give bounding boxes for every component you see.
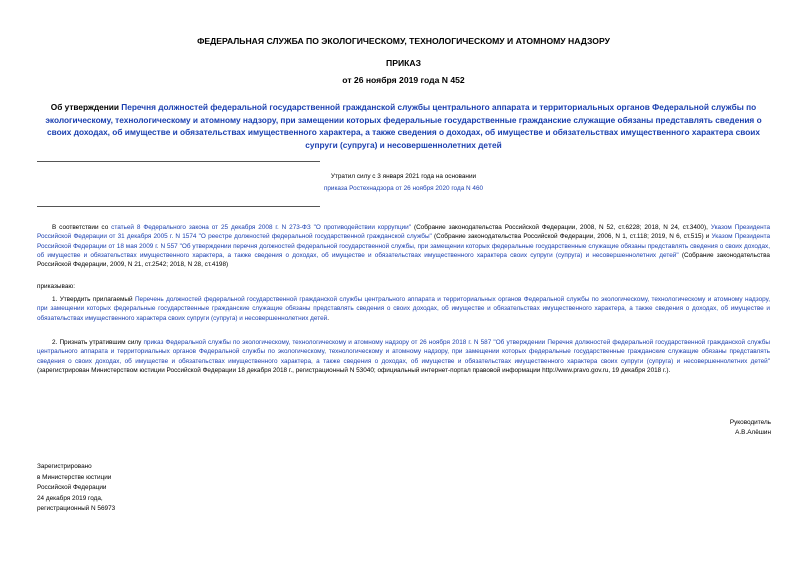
divider-top: [37, 161, 320, 162]
title-link[interactable]: Перечня должностей федеральной государственной гражданской службы центрального аппарата и территориальных органов Федеральной службы по экологическому, технологическому и атомному надзору, при замещении которых федеральные государственные гражданские служащие обязаны представлять сведения о своих доходах, об имуществе и обязательствах имущественного характера, а также сведения о доходах, об имуществе и обязательствах имущественного характера своих супруги (супруга) и несовершеннолетних детей: [45, 102, 762, 150]
registration-line-1: Зарегистрировано: [37, 463, 92, 470]
registration-line-5: регистрационный N 56973: [37, 505, 116, 512]
item-1-end: .: [327, 314, 330, 322]
date-number-heading: от 26 ноября 2019 года N 452: [342, 75, 465, 85]
decree-1574-link[interactable]: Указом Президента Российской Федерации от 31 декабря 2005 г. N 1574 "О реестре должностей федеральной государственной гражданской службы": [37, 224, 771, 241]
preamble-text-a: В соответствии со: [52, 224, 112, 231]
signatory-position: Руководитель: [729, 419, 771, 426]
registration-block: [37, 462, 115, 515]
document-title: [37, 101, 770, 151]
order-587-link[interactable]: приказ Федеральной службы по экологическому, технологическому и атомному надзору от 26 ноября 2018 г. N 587 "Об утверждении Перечня должностей федеральной государственной гражданской службы центрального аппарата и территориальных органов Федеральной службы по экологическому, технологическому и атомному надзору, при замещении которых федеральные государственные гражданские служащие обязаны представлять сведения о своих доходах, об имуществе и обязательствах имущественного характера, а также сведения о доходах, об имуществе и обязательствах имущественного характера своих супруги (супруга) и несовершеннолетних детей": [37, 339, 771, 365]
order-word: приказываю:: [37, 283, 75, 290]
decree-557-link[interactable]: Указом Президента Российской Федерации от 18 мая 2009 г. N 557 "Об утверждении перечня должностей федеральной государственной службы, при замещении которых федеральные государственные служащие обязаны представлять сведения о своих доходах, об имуществе и обязательствах имущественного характера, а также сведения о доходах, об имуществе и обязательствах имущественного характера своих супруги (супруга) и несовершеннолетних детей": [37, 233, 771, 259]
registration-line-3: Российской Федерации: [37, 484, 107, 491]
divider-bottom: [37, 206, 320, 207]
status-note-link-line: [0, 184, 807, 194]
preamble-text-d: (Собрание законодательства Российской Федерации, 2009, N 21, ст.2542; 2018, N 28, ст.4198): [37, 251, 770, 269]
repeal-order-link[interactable]: приказа Ростехнадзора от 26 ноября 2020 года N 460: [323, 185, 484, 192]
signatory-name: А.В.Алёшин: [735, 429, 771, 436]
doc-type-heading: ПРИКАЗ: [386, 58, 421, 68]
item-2-text-b: (зарегистрирован Министерством юстиции Российской Федерации 18 декабря 2018 г., регистрационный N 53040; официальный интернет-портал правовой информации http://www.pravo.gov.ru, 19 декабря 2018 г.).: [37, 366, 671, 374]
signature-block: [730, 418, 771, 438]
item-2-paragraph: [37, 338, 770, 375]
registration-line-2: в Министерстве юстиции: [37, 473, 112, 481]
item-1-text: 1. Утвердить прилагаемый: [52, 296, 135, 303]
item-1-paragraph: [37, 295, 770, 323]
preamble-text-c: (Собрание законодательства Российской Федерации, 2006, N 1, ст.118; 2019, N 6, ст.515) и: [431, 233, 712, 241]
registration-line-4: 24 декабря 2019 года,: [37, 494, 103, 502]
item-2-text: 2. Признать утратившим силу: [52, 339, 144, 346]
list-of-positions-link[interactable]: Перечень должностей федеральной государственной гражданской службы центрального аппарата и территориальных органов Федеральной службы по экологическому, технологическому и атомному надзору, при замещении которых федеральные государственные гражданские служащие обязаны представлять сведения о своих доходах, об имуществе и обязательствах имущественного характера, а также сведения о доходах, об имуществе и обязательствах имущественного характера своих супруги (супруга) и несовершеннолетних детей: [37, 296, 770, 322]
preamble-text-b: (Собрание законодательства Российской Федерации, 2008, N 52, ст.6228; 2018, N 24, ст.3400),: [411, 224, 711, 231]
law-273-link[interactable]: статьей 8 Федерального закона от 25 декабря 2008 г. N 273-ФЗ "О противодействии коррупции": [111, 224, 412, 231]
status-note: Утратил силу с 3 января 2021 года на основании: [330, 173, 477, 180]
title-prefix: Об утверждении: [50, 102, 122, 112]
preamble-paragraph: [37, 223, 770, 269]
agency-heading: ФЕДЕРАЛЬНАЯ СЛУЖБА ПО ЭКОЛОГИЧЕСКОМУ, ТЕХНОЛОГИЧЕСКОМУ И АТОМНОМУ НАДЗОРУ: [197, 36, 610, 46]
